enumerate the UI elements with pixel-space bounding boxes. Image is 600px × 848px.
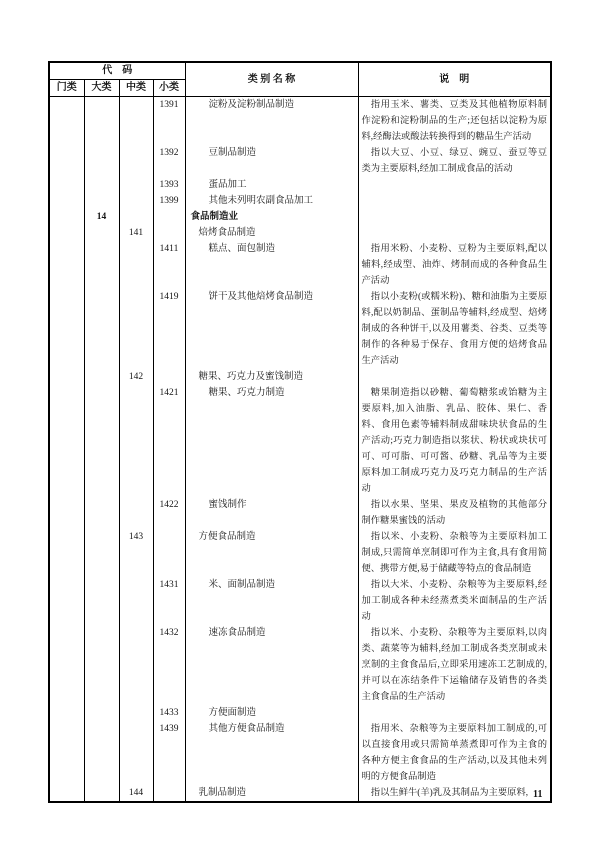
category-name-text: 蜜饯制作 — [208, 500, 247, 510]
header-description: 说 明 — [358, 62, 551, 97]
header-group-col: 中类 — [119, 80, 153, 97]
category-name-text: 糖果、巧克力及蜜饯制造 — [198, 372, 304, 382]
cell-section-code — [49, 625, 84, 705]
cell-division-code — [84, 193, 119, 209]
cell-division-code — [84, 289, 119, 369]
cell-description — [358, 177, 551, 193]
cell-group-code: 141 — [119, 225, 153, 241]
cell-division-code — [84, 785, 119, 802]
cell-description — [358, 385, 551, 497]
header-division-col: 大类 — [84, 80, 119, 97]
cell-group-code — [119, 209, 153, 225]
cell-description — [358, 625, 551, 705]
table-row — [49, 225, 551, 241]
cell-category-name — [185, 177, 358, 193]
cell-category-name — [185, 705, 358, 721]
cell-division-code — [84, 577, 119, 625]
cell-section-code — [49, 193, 84, 209]
cell-class-code: 1419 — [153, 289, 185, 369]
header-category-name: 类 别 名 称 — [185, 62, 358, 97]
cell-class-code: 1421 — [153, 385, 185, 497]
cell-class-code: 1399 — [153, 193, 185, 209]
cell-division-code — [84, 225, 119, 241]
cell-section-code — [49, 209, 84, 225]
table-row — [49, 577, 551, 625]
cell-class-code: 1431 — [153, 577, 185, 625]
cell-class-code: 1439 — [153, 721, 185, 785]
cell-description — [358, 97, 551, 146]
cell-group-code — [119, 193, 153, 209]
cell-division-code — [84, 177, 119, 193]
cell-division-code — [84, 529, 119, 577]
cell-division-code — [84, 241, 119, 289]
cell-section-code — [49, 145, 84, 177]
cell-category-name — [185, 721, 358, 785]
table-row — [49, 529, 551, 577]
cell-category-name — [185, 225, 358, 241]
category-name-text: 糕点、面包制造 — [208, 244, 276, 254]
description-text: 指以水果、坚果、果皮及植物的其他部分制作糖果蜜饯的活动 — [361, 500, 547, 526]
cell-class-code — [153, 209, 185, 225]
header-code-group: 代 码 — [49, 62, 185, 80]
cell-description — [358, 193, 551, 209]
description-text: 指用米粉、小麦粉、豆粉为主要原料,配以辅料,经成型、油炸、烤制而成的各种食品生产活动 — [361, 244, 547, 286]
cell-section-code — [49, 225, 84, 241]
industry-classification-table — [48, 61, 552, 803]
table-row — [49, 721, 551, 785]
cell-section-code — [49, 369, 84, 385]
cell-division-code — [84, 369, 119, 385]
cell-division-code — [84, 721, 119, 785]
category-name-text: 其他方便食品制造 — [208, 724, 285, 734]
cell-description — [358, 577, 551, 625]
cell-class-code: 1411 — [153, 241, 185, 289]
cell-category-name — [185, 369, 358, 385]
cell-class-code — [153, 785, 185, 802]
cell-description — [358, 289, 551, 369]
cell-class-code: 1432 — [153, 625, 185, 705]
category-name-text: 食品制造业 — [190, 212, 239, 222]
table-row — [49, 97, 551, 146]
page-number: 11 — [533, 789, 543, 800]
cell-section-code — [49, 289, 84, 369]
cell-group-code — [119, 97, 153, 146]
cell-category-name — [185, 193, 358, 209]
table-row — [49, 193, 551, 209]
cell-division-code — [84, 97, 119, 146]
cell-division-code — [84, 705, 119, 721]
cell-class-code — [153, 369, 185, 385]
cell-category-name — [185, 785, 358, 802]
cell-class-code — [153, 225, 185, 241]
cell-section-code — [49, 177, 84, 193]
cell-group-code: 143 — [119, 529, 153, 577]
cell-section-code — [49, 705, 84, 721]
header-class-col: 小类 — [153, 80, 185, 97]
cell-class-code: 1391 — [153, 97, 185, 146]
category-name-text: 淀粉及淀粉制品制造 — [208, 100, 295, 110]
cell-class-code: 1392 — [153, 145, 185, 177]
category-name-text: 豆制品制造 — [208, 148, 257, 158]
cell-class-code: 1433 — [153, 705, 185, 721]
category-name-text: 方便面制造 — [208, 708, 257, 718]
description-text: 指用米、杂粮等为主要原料加工制成的,可以直接食用或只需简单蒸煮即可作为主食的各种方便主食食品的生产活动,以及其他未列明的方便食品制造 — [361, 724, 547, 782]
header-section-col: 门类 — [49, 80, 84, 97]
cell-description — [358, 785, 551, 802]
table-row — [49, 785, 551, 802]
cell-section-code — [49, 241, 84, 289]
cell-section-code — [49, 785, 84, 802]
cell-division-code — [84, 497, 119, 529]
category-name-text: 焙烤食品制造 — [198, 228, 256, 238]
cell-division-code: 14 — [84, 209, 119, 225]
category-name-text: 蛋品加工 — [208, 180, 247, 190]
cell-class-code — [153, 529, 185, 577]
cell-group-code — [119, 721, 153, 785]
cell-description — [358, 145, 551, 177]
description-text: 糖果制造指以砂糖、葡萄糖浆或饴糖为主要原料,加入油脂、乳品、胶体、果仁、香料、食用色素等辅料制成甜味块状食品的生产活动;巧克力制造指以浆状、粉状或块状可可、可可脂、可可酱、砂糖、乳品等为主要原料加工制成巧克力及巧克力制品的生产活动 — [361, 388, 547, 494]
description-text: 指以米、小麦粉、杂粮等为主要原料,以肉类、蔬菜等为辅料,经加工制成各类烹制或未烹制的主食食品后,立即采用速冻工艺制成的,并可以在冻结条件下运输储存及销售的各类主食食品的生产活动 — [361, 628, 547, 702]
table-row — [49, 209, 551, 225]
cell-group-code — [119, 241, 153, 289]
cell-description — [358, 225, 551, 241]
cell-category-name — [185, 241, 358, 289]
cell-section-code — [49, 385, 84, 497]
cell-category-name — [185, 289, 358, 369]
cell-group-code — [119, 385, 153, 497]
table-row — [49, 289, 551, 369]
description-text: 指以大米、小麦粉、杂粮等为主要原料,经加工制成各种未经蒸煮类米面制品的生产活动 — [361, 580, 547, 622]
cell-division-code — [84, 625, 119, 705]
cell-description — [358, 529, 551, 577]
cell-group-code — [119, 625, 153, 705]
cell-group-code — [119, 289, 153, 369]
cell-description — [358, 241, 551, 289]
cell-group-code — [119, 177, 153, 193]
cell-category-name — [185, 145, 358, 177]
cell-group-code — [119, 705, 153, 721]
description-text: 指以米、小麦粉、杂粮等为主要原料加工制成,只需简单烹制即可作为主食,具有食用简便、携带方便,易于储藏等特点的食品制造 — [361, 532, 547, 574]
table-header — [49, 62, 551, 97]
cell-section-code — [49, 529, 84, 577]
table-row — [49, 705, 551, 721]
description-text: 指以小麦粉(或糯米粉)、糖和油脂为主要原料,配以奶制品、蛋制品等辅料,经成型、焙烤制成的各种饼干,以及用薯类、谷类、豆类等制作的各种易于保存、食用方便的焙烤食品生产活动 — [361, 292, 547, 366]
cell-category-name — [185, 577, 358, 625]
table-row — [49, 241, 551, 289]
description-text: 指以生鲜牛(羊)乳及其制品为主要原料, — [370, 788, 529, 798]
category-name-text: 速冻食品制造 — [208, 628, 266, 638]
category-name-text: 乳制品制造 — [198, 788, 247, 798]
cell-description — [358, 209, 551, 225]
category-name-text: 米、面制品制造 — [208, 580, 276, 590]
cell-category-name — [185, 625, 358, 705]
table-row — [49, 145, 551, 177]
cell-category-name — [185, 209, 358, 225]
cell-class-code: 1393 — [153, 177, 185, 193]
table-row — [49, 385, 551, 497]
cell-division-code — [84, 145, 119, 177]
cell-group-code: 142 — [119, 369, 153, 385]
cell-category-name — [185, 385, 358, 497]
cell-description — [358, 721, 551, 785]
table-row — [49, 625, 551, 705]
cell-category-name — [185, 97, 358, 146]
cell-section-code — [49, 497, 84, 529]
category-name-text: 糖果、巧克力制造 — [208, 388, 285, 398]
cell-section-code — [49, 97, 84, 146]
cell-section-code — [49, 721, 84, 785]
cell-section-code — [49, 577, 84, 625]
cell-description — [358, 705, 551, 721]
cell-group-code — [119, 497, 153, 529]
cell-group-code — [119, 145, 153, 177]
cell-group-code — [119, 577, 153, 625]
category-name-text: 其他未列明农副食品加工 — [208, 196, 314, 206]
description-text: 指用玉米、薯类、豆类及其他植物原料制作淀粉和淀粉制品的生产;还包括以淀粉为原料,经酶法或酸法转换得到的糖品生产活动 — [361, 100, 547, 142]
cell-division-code — [84, 385, 119, 497]
cell-description — [358, 497, 551, 529]
table-row — [49, 497, 551, 529]
table-body — [49, 97, 551, 803]
description-text: 指以大豆、小豆、绿豆、豌豆、蚕豆等豆类为主要原料,经加工制成食品的活动 — [361, 148, 547, 174]
cell-category-name — [185, 529, 358, 577]
table-row — [49, 369, 551, 385]
cell-category-name — [185, 497, 358, 529]
cell-group-code: 144 — [119, 785, 153, 802]
category-name-text: 方便食品制造 — [198, 532, 256, 542]
cell-description — [358, 369, 551, 385]
cell-class-code: 1422 — [153, 497, 185, 529]
category-name-text: 饼干及其他焙烤食品制造 — [208, 292, 314, 302]
table-row — [49, 177, 551, 193]
